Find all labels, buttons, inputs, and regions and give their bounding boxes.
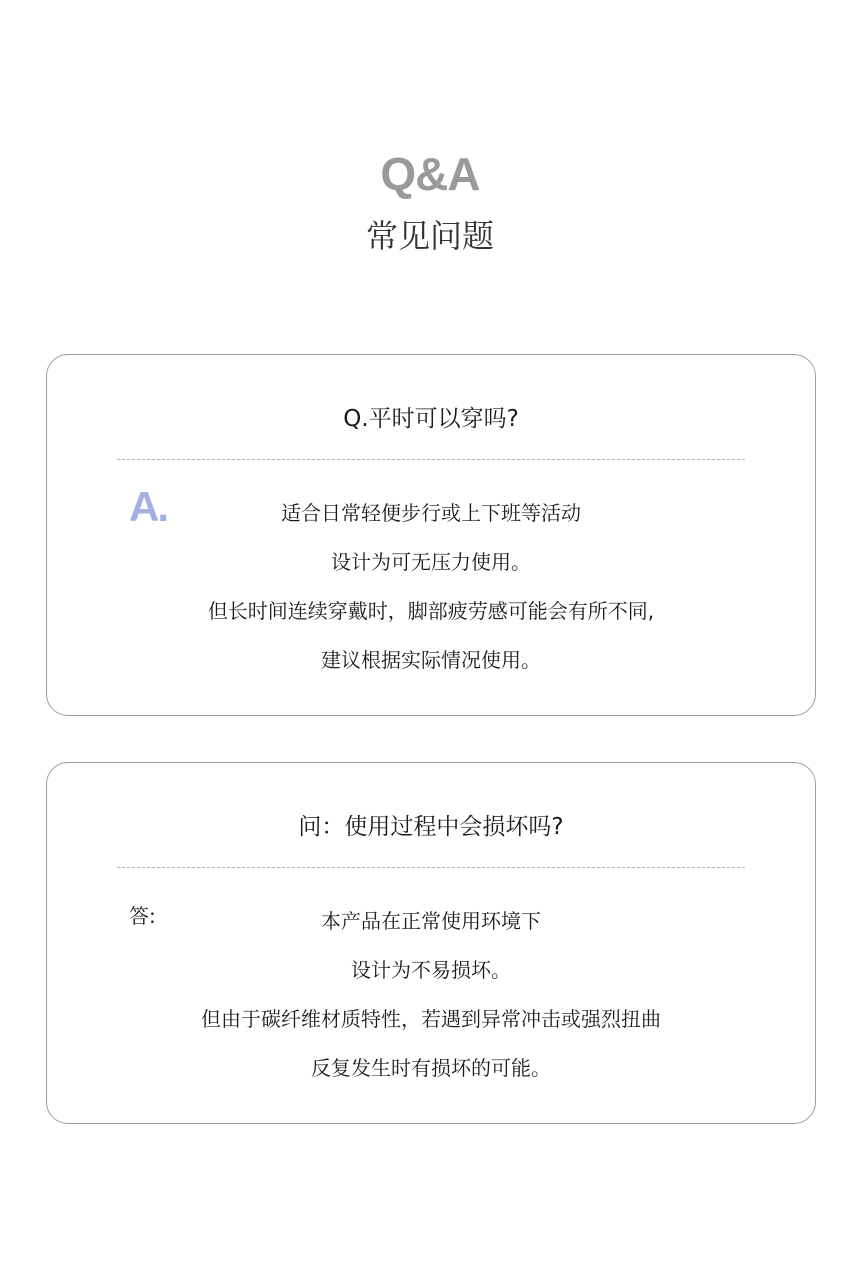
- faq-answer: [47, 897, 815, 1093]
- answer-line: 但长时间连续穿戴时，脚部疲劳感可能会有所不同,: [207, 599, 655, 623]
- page-title: Q&A: [380, 148, 480, 200]
- answer-mark: A.: [129, 483, 167, 530]
- answer-line: 设计为不易损坏。: [351, 958, 511, 982]
- faq-question: 问：使用过程中会损坏吗?: [298, 814, 564, 840]
- dashed-divider: [117, 459, 745, 460]
- answer-line: 但由于碳纤维材质特性，若遇到异常冲击或强烈扭曲: [201, 1007, 661, 1031]
- faq-question: Q.平时可以穿吗?: [343, 406, 519, 432]
- faq-answer: [47, 489, 815, 685]
- faq-card-wear-daily: [46, 354, 816, 716]
- answer-line: 本产品在正常使用环境下: [321, 909, 541, 933]
- dashed-divider: [117, 867, 745, 868]
- answer-line: 反复发生时有损坏的可能。: [311, 1056, 551, 1080]
- answer-line: 建议根据实际情况使用。: [321, 648, 541, 672]
- faq-card-damage: [46, 762, 816, 1124]
- answer-line: 适合日常轻便步行或上下班等活动: [281, 501, 581, 525]
- page-subtitle: 常见问题: [365, 217, 494, 255]
- answer-line: 设计为可无压力使用。: [331, 550, 531, 574]
- answer-mark: 答:: [129, 904, 156, 928]
